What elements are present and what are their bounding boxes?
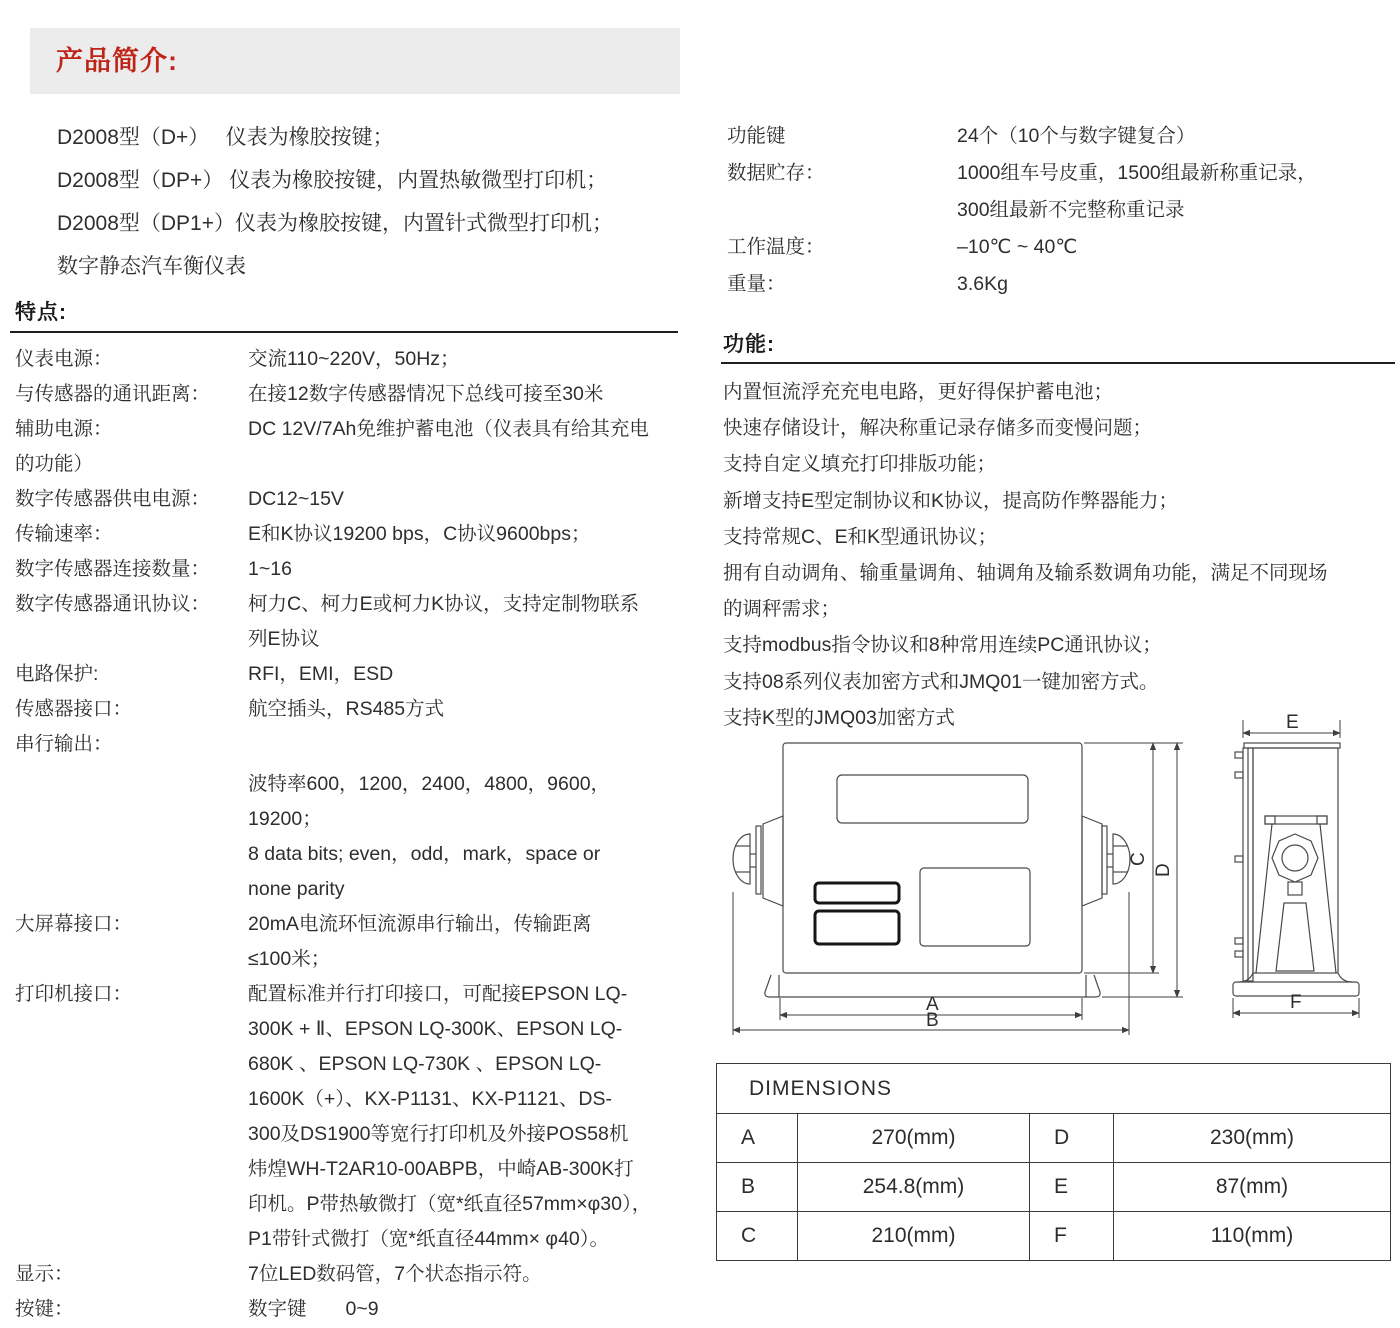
spec-row [15,1257,683,1292]
spec-label: 与传感器的通讯距离： [15,383,211,405]
spec-value: ≤100米； [248,948,331,970]
function-line: 快速存储设计，解决称重记录存储多而变慢问题； [723,417,1153,440]
spec-row [15,1222,683,1257]
features-heading: 特点: [15,301,67,324]
spec-row [15,837,683,872]
spec-value [248,727,683,762]
technical-drawing [727,706,1397,1056]
spec-label [15,1012,248,1047]
features-rule [10,331,678,333]
spec-row [727,229,1395,266]
spec-label: 按键： [15,1298,74,1320]
spec-label [15,1152,248,1187]
spec-label: 辅助电源： [15,418,113,440]
spec-row [15,977,683,1012]
dim-value: 210(mm) [798,1212,1030,1261]
spec-label [15,802,248,837]
spec-label: 数字传感器通讯协议： [15,593,211,615]
model-line: D2008型（DP+） 仪表为橡胶按键，内置热敏微型打印机； [57,169,608,192]
function-line: 支持常规C、E和K型通讯协议； [723,525,998,548]
spec-label: 电路保护: [15,663,99,685]
functions-heading: 功能: [723,333,775,356]
table-header-row [717,1064,1391,1114]
front-view [733,743,1130,997]
spec-value [248,447,683,482]
dim-key: D [1030,1114,1114,1163]
spec-value: 24个（10个与数字键复合） [957,125,1196,147]
spec-label [15,872,248,907]
spec-row [15,482,683,517]
function-line: 内置恒流浮充充电电路，更好得保护蓄电池； [723,381,1114,403]
spec-label [15,837,248,872]
spec-value: –10℃ ~ 40℃ [957,236,1078,258]
dim-key: A [717,1114,798,1163]
table-row [717,1114,1391,1163]
function-line: 支持自定义填充打印排版功能； [723,453,997,476]
dim-key: B [717,1163,798,1212]
dimensions-table [716,1063,1391,1261]
spec-row [15,727,683,762]
spec-value: 航空插头，RS485方式 [248,698,445,720]
function-line: 拥有自动调角、输重量调角、轴调角及输系数调角功能，满足不同现场 [723,562,1328,585]
spec-row [15,412,683,447]
function-line: 新增支持E型定制协议和K协议，提高防作弊器能力； [723,489,1179,512]
spec-value: 1600K（+）、KX-P1131、KX-P1121、DS- [248,1088,612,1110]
dim-label-b: B [926,1010,939,1031]
spec-label: 传感器接口： [15,698,133,720]
spec-label: 的功能） [15,453,94,475]
spec-label: 功能键 [727,125,786,147]
spec-value: 炜煌WH-T2AR10-00ABPB，中崎AB-300K打 [248,1158,634,1180]
spec-row [15,1187,683,1222]
dimensions-table-title: DIMENSIONS [717,1064,1391,1114]
function-line: 支持K型的JMQ03加密方式 [723,706,955,729]
dim-label-e: E [1286,712,1299,733]
spec-value: 8 data bits; even，odd，mark，space or [248,843,601,865]
spec-row [15,692,683,727]
dim-label-c: C [1128,852,1149,866]
front-dimensions [733,743,1183,1035]
spec-label: 数字传感器连接数量： [15,558,211,580]
spec-row [15,342,683,377]
dim-label-f: F [1290,992,1302,1013]
spec-value: 印机。P带热敏微打（宽*纸直径57mm×φ30）， [248,1193,652,1215]
spec-value: 7位LED数码管，7个状态指示符。 [248,1263,542,1285]
spec-label [727,192,957,229]
dim-label-d: D [1153,863,1174,877]
dim-value: 230(mm) [1114,1114,1391,1163]
spec-label: 大屏幕接口： [15,913,133,935]
general-spec-table [727,118,1395,303]
spec-value: P1带针式微打（宽*纸直径44mm× φ40）。 [248,1228,610,1250]
side-dimensions [1233,712,1359,1018]
model-line: 数字静态汽车衡仪表 [57,255,246,278]
spec-row [15,657,683,692]
features-spec-table [15,342,683,1327]
spec-value: 柯力C、柯力E或柯力K协议，支持定制物联系 [248,593,640,615]
spec-row [727,155,1395,192]
spec-row [15,447,683,482]
spec-row [15,907,683,942]
spec-value: 300K + Ⅱ、EPSON LQ-300K、EPSON LQ- [248,1018,623,1040]
spec-label [15,942,248,977]
function-line: 支持08系列仪表加密方式和JMQ01一键加密方式。 [723,670,1159,693]
function-line: 的调秤需求； [723,598,841,621]
spec-value: 数字键 0~9 [248,1298,379,1320]
spec-value: 19200； [248,808,322,830]
functions-list [723,374,1397,736]
spec-label: 数据贮存： [727,162,825,184]
dim-value: 270(mm) [798,1114,1030,1163]
spec-row [15,1292,683,1327]
spec-label [15,1082,248,1117]
spec-value: 列E协议 [248,628,320,650]
dim-value: 87(mm) [1114,1163,1391,1212]
section-header-bar [30,28,680,94]
spec-value: 在接12数字传感器情况下总线可接至30米 [248,383,604,405]
spec-label [15,767,248,802]
dim-key: E [1030,1163,1114,1212]
spec-value: 20mA电流环恒流源串行输出，传输距离 [248,913,592,935]
spec-row [15,802,683,837]
model-line: D2008型（D+） 仪表为橡胶按键； [57,126,394,149]
spec-row [15,552,683,587]
page-title: 产品简介: [56,46,178,76]
dim-value: 254.8(mm) [798,1163,1030,1212]
spec-label: 仪表电源： [15,348,113,370]
spec-value: DC12~15V [248,488,344,510]
spec-value: 3.6Kg [957,273,1008,295]
spec-row [15,517,683,552]
spec-label [15,1222,248,1257]
spec-row [15,767,683,802]
dim-key: C [717,1212,798,1261]
spec-label: 打印机接口： [15,983,133,1005]
spec-value: RFI，EMI，ESD [248,663,394,685]
table-row [717,1212,1391,1261]
spec-row [15,1047,683,1082]
spec-label: 显示： [15,1263,74,1285]
spec-row [15,377,683,412]
spec-row [727,192,1395,229]
dim-key: F [1030,1212,1114,1261]
spec-label [15,1187,248,1222]
spec-row [15,942,683,977]
spec-label [15,622,248,657]
spec-row [15,587,683,622]
spec-row [15,1012,683,1047]
spec-value: E和K协议19200 bps，C协议9600bps； [248,523,591,545]
function-line: 支持modbus指令协议和8种常用连续PC通讯协议； [723,634,1162,657]
spec-label: 传输速率： [15,523,113,545]
model-list [57,116,677,288]
spec-row [15,1117,683,1152]
spec-label: 数字传感器供电电源： [15,488,211,510]
model-line: D2008型（DP1+）仪表为橡胶按键，内置针式微型打印机； [57,212,613,235]
side-view [1233,743,1359,996]
spec-value: none parity [248,878,345,900]
table-row [717,1163,1391,1212]
spec-value: 1~16 [248,558,292,580]
spec-row [727,266,1395,303]
dim-value: 110(mm) [1114,1212,1391,1261]
spec-label: 重量： [727,273,786,295]
spec-value: 680K 、EPSON LQ-730K 、EPSON LQ- [248,1053,602,1075]
spec-label [15,1117,248,1152]
spec-row [15,622,683,657]
spec-value: 配置标准并行打印接口，可配接EPSON LQ- [248,983,628,1005]
spec-value: DC 12V/7Ah免维护蓄电池（仪表具有给其充电 [248,418,649,440]
spec-label: 工作温度： [727,236,825,258]
functions-rule [721,362,1395,364]
spec-value: 交流110~220V，50Hz； [248,348,460,370]
dim-label-a: A [926,994,939,1015]
spec-row [15,1082,683,1117]
spec-value: 300组最新不完整称重记录 [957,199,1185,221]
spec-value: 300及DS1900等宽行打印机及外接POS58机 [248,1123,629,1145]
spec-row [15,1152,683,1187]
spec-row [727,118,1395,155]
spec-value: 1000组车号皮重，1500组最新称重记录， [957,162,1317,184]
spec-label [15,1047,248,1082]
spec-row [15,872,683,907]
spec-label: 串行输出： [15,733,113,755]
spec-value: 波特率600，1200，2400，4800，9600， [248,773,611,795]
